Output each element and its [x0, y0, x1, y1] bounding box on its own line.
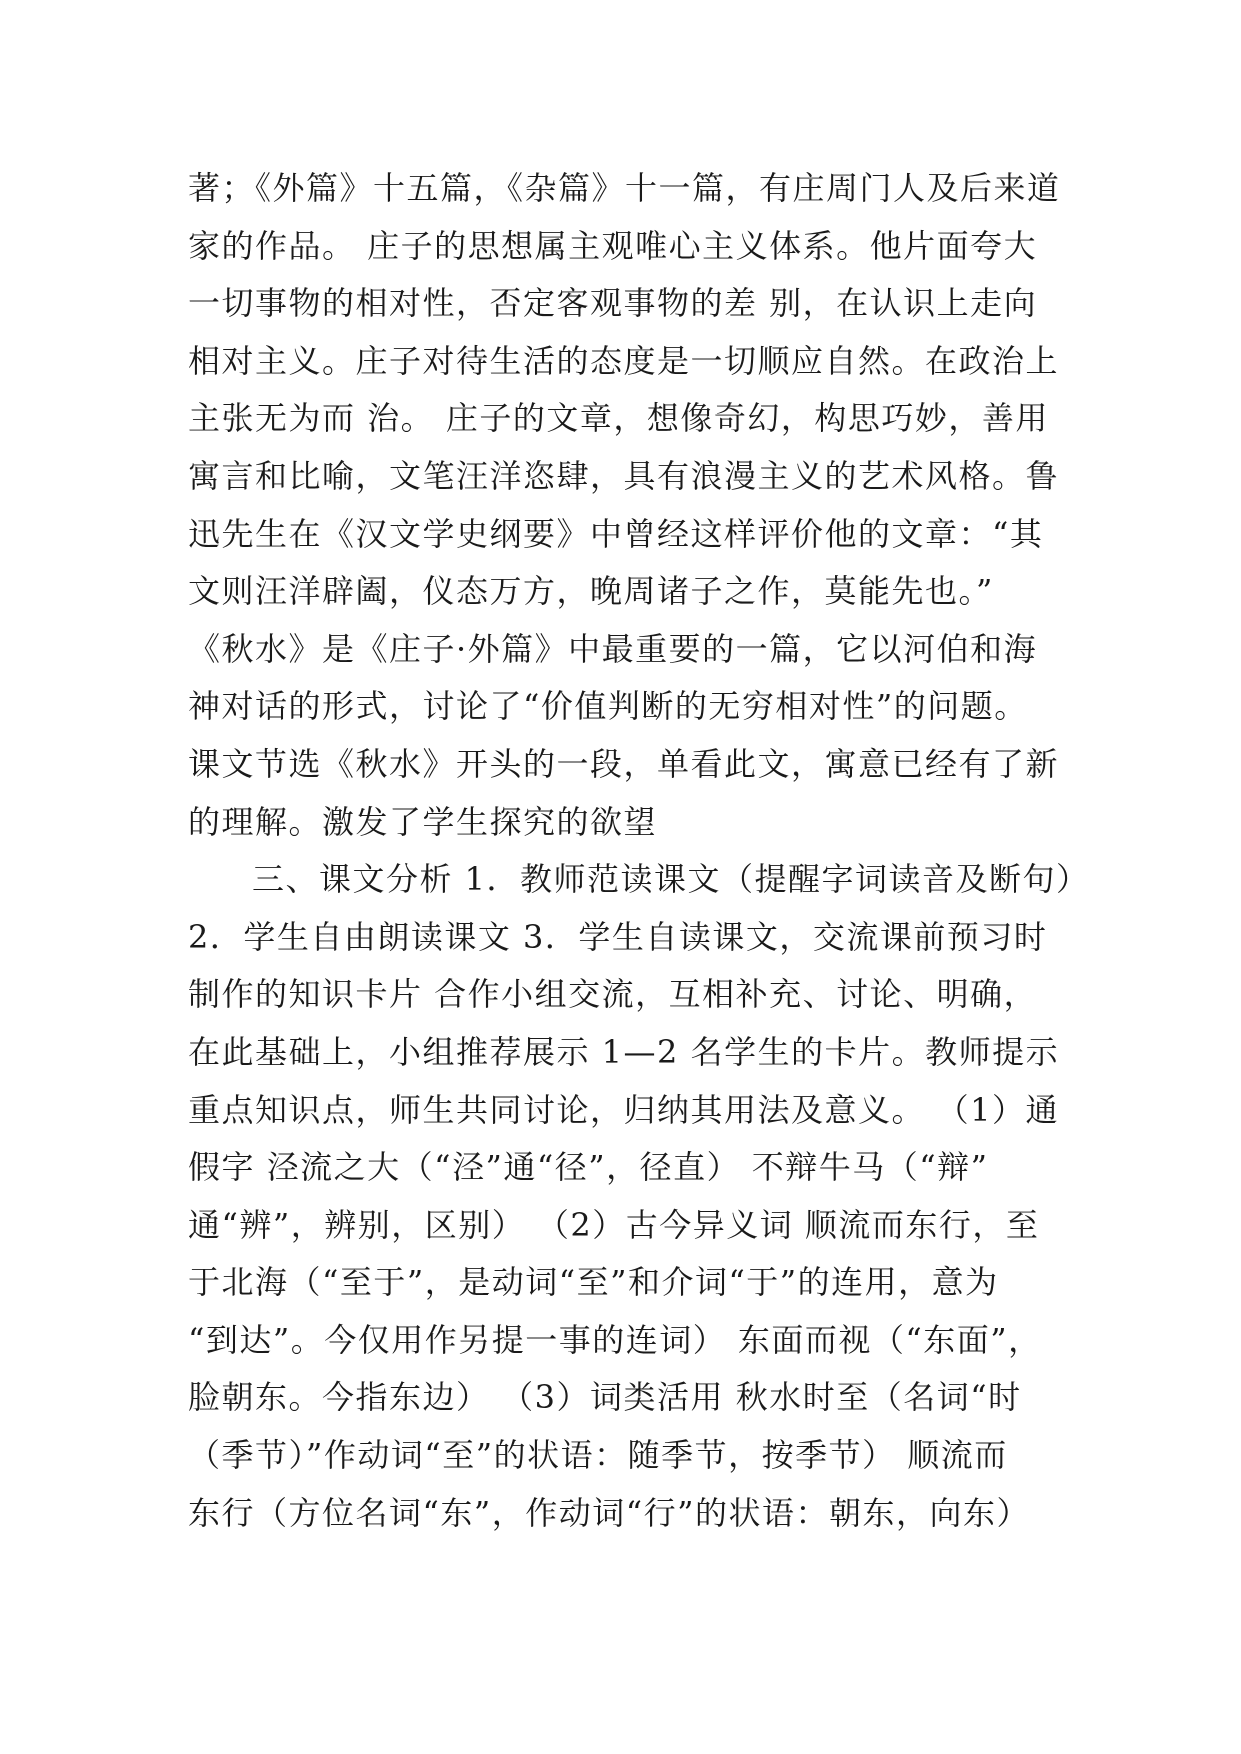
text-line: 脸朝东。今指东边） （3）词类活用 秋水时至（名词“时	[188, 1378, 1022, 1417]
text-line: 东行（方位名词“东”，作动词“行”的状语：朝东，向东）	[188, 1493, 1030, 1532]
text-line: 相对主义。庄子对待生活的态度是一切顺应自然。在政治上	[188, 341, 1060, 380]
body-text	[188, 160, 1090, 1542]
text-line: 一切事物的相对性，否定客观事物的差 别，在认识上走向	[188, 284, 1038, 323]
text-line: 寓言和比喻，文笔汪洋恣肆，具有浪漫主义的艺术风格。鲁	[188, 456, 1060, 495]
text-line: 主张无为而 治。 庄子的文章，想像奇幻，构思巧妙，善用	[188, 399, 1049, 438]
text-line: 在此基础上，小组推荐展示 1—2 名学生的卡片。教师提示	[188, 1032, 1060, 1071]
text-line: 课文节选《秋水》开头的一段，单看此文，寓意已经有了新	[188, 744, 1060, 783]
text-line: 《秋水》是《庄子·外篇》中最重要的一篇，它以河伯和海	[188, 629, 1038, 668]
text-line: 2．学生自由朗读课文 3．学生自读课文，交流课前预习时	[188, 917, 1048, 956]
text-line: 通“辨”，辨别，区别） （2）古今异义词 顺流而东行，至	[188, 1205, 1040, 1244]
text-line: 著；《外篇》十五篇，《杂篇》十一篇，有庄周门人及后来道	[188, 169, 1061, 207]
text-line: 迅先生在《汉文学史纲要》中曾经这样评价他的文章：“其	[188, 514, 1044, 553]
text-line: 家的作品。 庄子的思想属主观唯心主义体系。他片面夸大	[188, 226, 1038, 265]
text-line: 制作的知识卡片 合作小组交流，互相补充、讨论、明确，	[188, 975, 1038, 1014]
text-line: 假字 泾流之大（“泾”通“径”，径直） 不辩牛马（“辩”	[188, 1148, 989, 1187]
section-heading-line: 三、课文分析 1．教师范读课文（提醒字词读音及断句）	[252, 860, 1090, 899]
text-line: 文则汪洋辟阖，仪态万方，晚周诸子之作，莫能先也。”	[188, 572, 994, 611]
text-line: 于北海（“至于”，是动词“至”和介词“于”的连用，意为	[188, 1263, 999, 1302]
text-line: 重点知识点，师生共同讨论，归纳其用法及意义。 （1）通	[188, 1090, 1060, 1129]
text-line: 的理解。激发了学生探究的欲望	[188, 802, 658, 841]
text-line: 神对话的形式，讨论了“价值判断的无穷相对性”的问题。	[188, 687, 1028, 726]
text-line: （季节）”作动词“至”的状语：随季节，按季节） 顺流而	[188, 1436, 1008, 1475]
text-line: “到达”。今仅用作另提一事的连词） 东面而视（“东面”，	[188, 1320, 1042, 1359]
